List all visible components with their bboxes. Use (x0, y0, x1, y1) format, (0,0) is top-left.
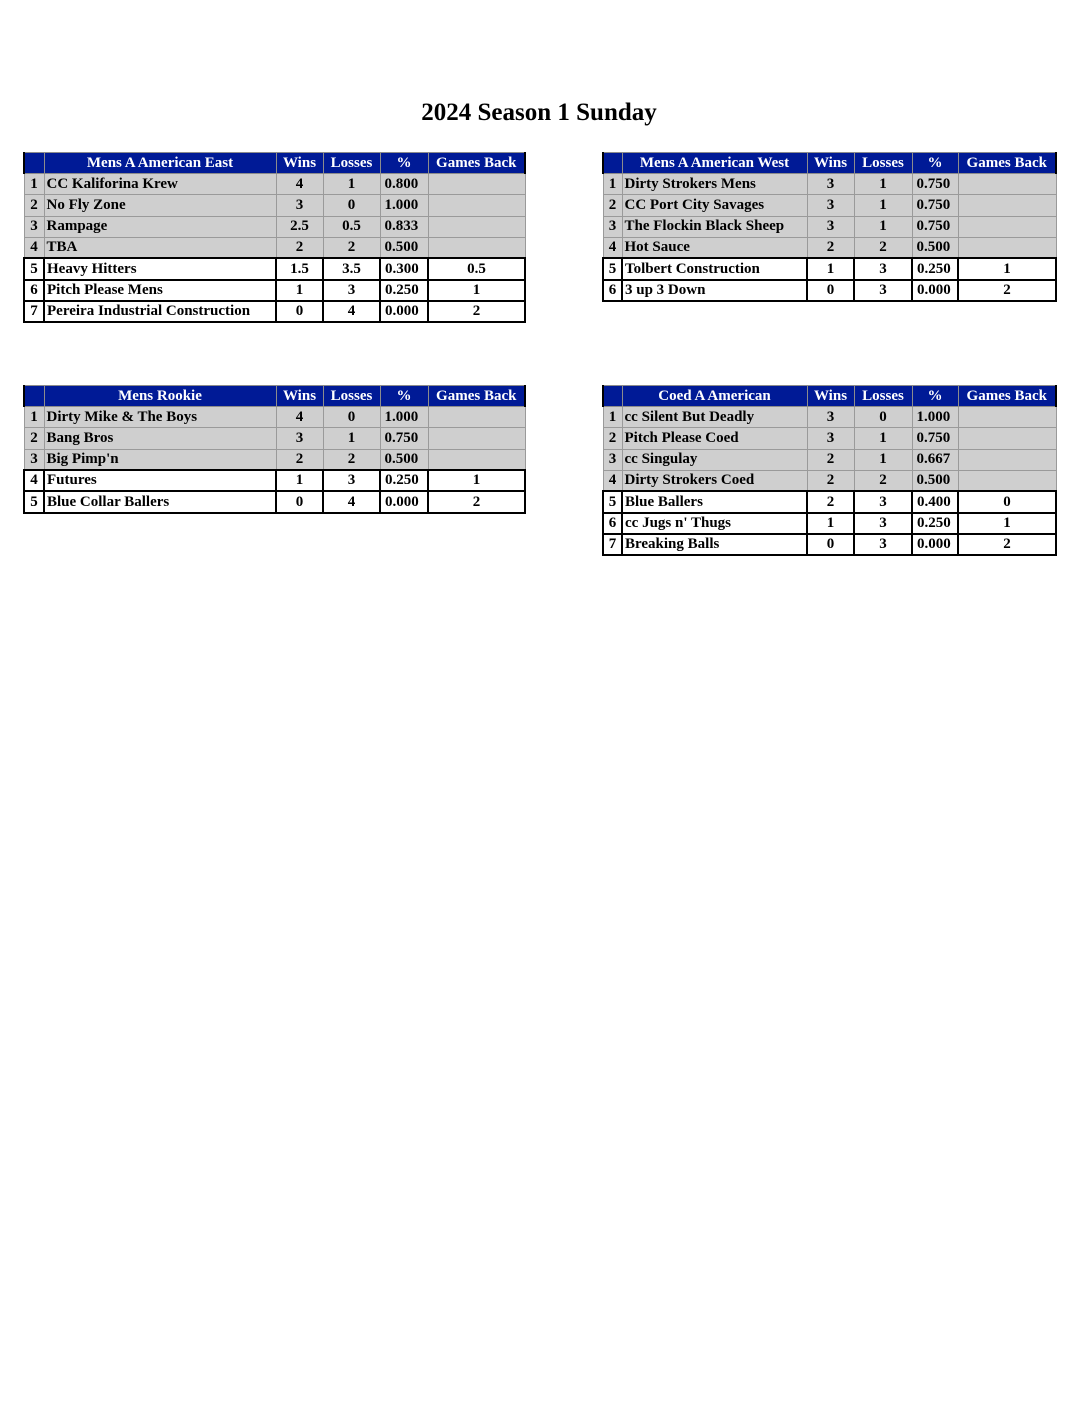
table-row (24, 428, 525, 449)
division-name: Mens Rookie (44, 386, 276, 407)
rank-cell: 5 (603, 491, 622, 512)
wins-cell: 2 (807, 470, 854, 491)
wins-cell: 3 (276, 195, 323, 216)
losses-cell: 3 (323, 470, 380, 491)
rank-cell: 3 (24, 216, 44, 237)
rank-header (603, 153, 622, 174)
games-back-cell (428, 237, 525, 258)
table-row (603, 174, 1056, 195)
losses-cell: 1 (323, 174, 380, 195)
rank-header (603, 386, 622, 407)
rank-cell: 6 (24, 280, 44, 301)
games-back-header: Games Back (958, 153, 1056, 174)
losses-cell: 1 (854, 174, 912, 195)
pct-cell: 0.400 (912, 491, 958, 512)
team-cell: The Flockin Black Sheep (622, 216, 807, 237)
team-cell: TBA (44, 237, 276, 258)
wins-cell: 2 (276, 237, 323, 258)
pct-cell: 0.000 (912, 534, 958, 555)
games-back-cell: 2 (428, 491, 525, 512)
pct-cell: 0.750 (912, 174, 958, 195)
table-row (24, 195, 525, 216)
table-row (603, 428, 1056, 449)
pct-cell: 0.500 (912, 237, 958, 258)
table-row (24, 216, 525, 237)
wins-cell: 1 (807, 258, 854, 279)
table-row (603, 534, 1056, 555)
pct-cell: 0.000 (380, 491, 428, 512)
pct-cell: 0.500 (380, 449, 428, 470)
games-back-cell (958, 407, 1056, 428)
wins-cell: 3 (807, 174, 854, 195)
games-back-cell (958, 449, 1056, 470)
games-back-cell (428, 216, 525, 237)
table-row (603, 449, 1056, 470)
pct-cell: 0.833 (380, 216, 428, 237)
header-row (603, 386, 1056, 407)
losses-cell: 3 (854, 280, 912, 301)
team-cell: cc Jugs n' Thugs (622, 513, 807, 534)
games-back-cell (958, 428, 1056, 449)
wins-cell: 1.5 (276, 258, 323, 279)
team-cell: cc Singulay (622, 449, 807, 470)
team-cell: 3 up 3 Down (622, 280, 807, 301)
losses-header: Losses (854, 153, 912, 174)
standings-table-coed-a-american (602, 385, 1057, 556)
losses-cell: 3 (854, 491, 912, 512)
rank-cell: 4 (24, 470, 44, 491)
losses-cell: 3 (854, 534, 912, 555)
team-cell: Blue Ballers (622, 491, 807, 512)
pct-cell: 0.250 (912, 513, 958, 534)
team-cell: Dirty Strokers Coed (622, 470, 807, 491)
wins-cell: 2 (807, 491, 854, 512)
pct-header: % (912, 153, 958, 174)
games-back-cell: 1 (428, 280, 525, 301)
pct-cell: 0.300 (380, 258, 428, 279)
standings-table-mens-a-american-west (602, 152, 1057, 302)
division-name: Mens A American West (622, 153, 807, 174)
rank-cell: 4 (24, 237, 44, 258)
pct-cell: 0.750 (912, 428, 958, 449)
team-cell: Heavy Hitters (44, 258, 276, 279)
losses-cell: 0 (323, 195, 380, 216)
table-row (24, 470, 525, 491)
rank-cell: 2 (24, 428, 44, 449)
page-title: 2024 Season 1 Sunday (421, 99, 657, 126)
games-back-header: Games Back (428, 386, 525, 407)
table-row (24, 449, 525, 470)
wins-cell: 1 (276, 280, 323, 301)
games-back-cell: 0.5 (428, 258, 525, 279)
games-back-cell (428, 174, 525, 195)
losses-header: Losses (854, 386, 912, 407)
rank-cell: 6 (603, 280, 622, 301)
team-cell: Pitch Please Mens (44, 280, 276, 301)
table-row (24, 174, 525, 195)
games-back-cell (958, 470, 1056, 491)
games-back-cell: 2 (958, 280, 1056, 301)
rank-header (24, 386, 44, 407)
rank-cell: 2 (24, 195, 44, 216)
rank-cell: 5 (603, 258, 622, 279)
losses-header: Losses (323, 153, 380, 174)
losses-cell: 3 (854, 513, 912, 534)
games-back-cell: 1 (428, 470, 525, 491)
team-cell: Big Pimp'n (44, 449, 276, 470)
team-cell: Pereira Industrial Construction (44, 301, 276, 322)
games-back-header: Games Back (428, 153, 525, 174)
pct-cell: 0.250 (912, 258, 958, 279)
wins-cell: 3 (807, 216, 854, 237)
games-back-cell (428, 195, 525, 216)
games-back-cell (428, 407, 525, 428)
wins-cell: 2.5 (276, 216, 323, 237)
header-row (603, 153, 1056, 174)
wins-header: Wins (276, 386, 323, 407)
table-row (603, 237, 1056, 258)
losses-cell: 0 (323, 407, 380, 428)
rank-cell: 3 (24, 449, 44, 470)
team-cell: Rampage (44, 216, 276, 237)
pct-cell: 1.000 (380, 407, 428, 428)
pct-cell: 0.000 (912, 280, 958, 301)
rank-cell: 2 (603, 428, 622, 449)
games-back-cell (958, 174, 1056, 195)
team-cell: Pitch Please Coed (622, 428, 807, 449)
table-row (603, 195, 1056, 216)
table-row (603, 258, 1056, 279)
table-row (603, 280, 1056, 301)
rank-cell: 6 (603, 513, 622, 534)
division-name: Coed A American (622, 386, 807, 407)
team-cell: CC Kaliforina Krew (44, 174, 276, 195)
table-row (24, 301, 525, 322)
rank-cell: 4 (603, 237, 622, 258)
team-cell: Breaking Balls (622, 534, 807, 555)
losses-cell: 3 (854, 258, 912, 279)
team-cell: No Fly Zone (44, 195, 276, 216)
rank-header (24, 153, 44, 174)
games-back-cell: 2 (428, 301, 525, 322)
wins-cell: 1 (276, 470, 323, 491)
losses-cell: 3 (323, 280, 380, 301)
pct-cell: 0.750 (912, 216, 958, 237)
games-back-cell: 0 (958, 491, 1056, 512)
wins-cell: 0 (276, 491, 323, 512)
table-row (24, 407, 525, 428)
rank-cell: 1 (24, 174, 44, 195)
division-name: Mens A American East (44, 153, 276, 174)
pct-cell: 1.000 (912, 407, 958, 428)
wins-cell: 2 (276, 449, 323, 470)
table-row (24, 237, 525, 258)
games-back-header: Games Back (958, 386, 1056, 407)
wins-cell: 3 (807, 407, 854, 428)
games-back-cell (428, 428, 525, 449)
losses-cell: 1 (854, 216, 912, 237)
rank-cell: 3 (603, 449, 622, 470)
pct-cell: 0.500 (912, 470, 958, 491)
losses-cell: 3.5 (323, 258, 380, 279)
table-row (24, 258, 525, 279)
rank-cell: 1 (603, 407, 622, 428)
games-back-cell (428, 449, 525, 470)
table-row (603, 491, 1056, 512)
losses-header: Losses (323, 386, 380, 407)
losses-cell: 2 (323, 237, 380, 258)
rank-cell: 4 (603, 470, 622, 491)
pct-header: % (380, 386, 428, 407)
rank-cell: 1 (603, 174, 622, 195)
team-cell: cc Silent But Deadly (622, 407, 807, 428)
rank-cell: 3 (603, 216, 622, 237)
losses-cell: 1 (854, 449, 912, 470)
losses-cell: 2 (854, 470, 912, 491)
pct-cell: 0.667 (912, 449, 958, 470)
losses-cell: 0 (854, 407, 912, 428)
wins-header: Wins (276, 153, 323, 174)
rank-cell: 5 (24, 491, 44, 512)
games-back-cell (958, 195, 1056, 216)
header-row (24, 153, 525, 174)
team-cell: Bang Bros (44, 428, 276, 449)
wins-cell: 4 (276, 407, 323, 428)
losses-cell: 0.5 (323, 216, 380, 237)
losses-cell: 2 (854, 237, 912, 258)
rank-cell: 5 (24, 258, 44, 279)
losses-cell: 4 (323, 491, 380, 512)
team-cell: Dirty Strokers Mens (622, 174, 807, 195)
pct-cell: 0.250 (380, 280, 428, 301)
team-cell: Dirty Mike & The Boys (44, 407, 276, 428)
pct-cell: 0.250 (380, 470, 428, 491)
table-row (603, 513, 1056, 534)
losses-cell: 1 (854, 195, 912, 216)
team-cell: CC Port City Savages (622, 195, 807, 216)
losses-cell: 1 (854, 428, 912, 449)
pct-header: % (912, 386, 958, 407)
team-cell: Tolbert Construction (622, 258, 807, 279)
losses-cell: 2 (323, 449, 380, 470)
losses-cell: 1 (323, 428, 380, 449)
games-back-cell: 1 (958, 513, 1056, 534)
rank-cell: 1 (24, 407, 44, 428)
wins-cell: 2 (807, 237, 854, 258)
pct-cell: 0.750 (380, 428, 428, 449)
wins-header: Wins (807, 153, 854, 174)
wins-cell: 0 (807, 280, 854, 301)
games-back-cell (958, 216, 1056, 237)
standings-table-mens-a-american-east (23, 152, 526, 323)
standings-table-mens-rookie (23, 385, 526, 514)
rank-cell: 7 (603, 534, 622, 555)
rank-cell: 2 (603, 195, 622, 216)
wins-cell: 3 (276, 428, 323, 449)
rank-cell: 7 (24, 301, 44, 322)
pct-header: % (380, 153, 428, 174)
pct-cell: 0.500 (380, 237, 428, 258)
wins-cell: 3 (807, 428, 854, 449)
wins-cell: 2 (807, 449, 854, 470)
pct-cell: 0.750 (912, 195, 958, 216)
wins-cell: 4 (276, 174, 323, 195)
table-row (603, 216, 1056, 237)
wins-cell: 0 (276, 301, 323, 322)
games-back-cell (958, 237, 1056, 258)
header-row (24, 386, 525, 407)
table-row (603, 407, 1056, 428)
games-back-cell: 2 (958, 534, 1056, 555)
table-row (24, 280, 525, 301)
wins-cell: 3 (807, 195, 854, 216)
team-cell: Blue Collar Ballers (44, 491, 276, 512)
table-row (24, 491, 525, 512)
wins-cell: 0 (807, 534, 854, 555)
pct-cell: 0.000 (380, 301, 428, 322)
wins-header: Wins (807, 386, 854, 407)
pct-cell: 0.800 (380, 174, 428, 195)
pct-cell: 1.000 (380, 195, 428, 216)
games-back-cell: 1 (958, 258, 1056, 279)
team-cell: Futures (44, 470, 276, 491)
table-row (603, 470, 1056, 491)
losses-cell: 4 (323, 301, 380, 322)
wins-cell: 1 (807, 513, 854, 534)
team-cell: Hot Sauce (622, 237, 807, 258)
